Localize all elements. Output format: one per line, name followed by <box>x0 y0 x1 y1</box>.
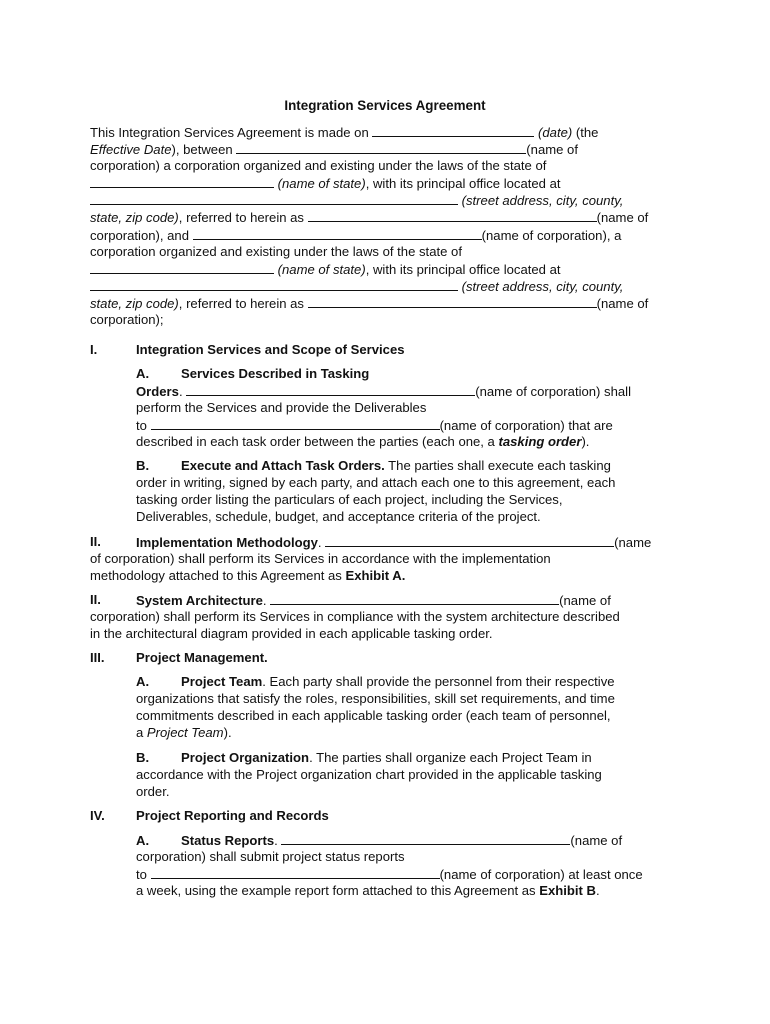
preamble-line-2: Effective Date), between (name of <box>90 142 578 157</box>
state-blank-2[interactable] <box>90 260 274 274</box>
section-3-number: II. <box>90 592 101 607</box>
section-4b-line-1: B. Project Organization. The parties shall organize each Project Team in <box>136 750 592 765</box>
document-title: Integration Services Agreement <box>284 98 486 113</box>
section-4a-line-3: commitments described in each applicable tasking order (each team of personnel, <box>136 708 611 723</box>
corporation-name-blank-6[interactable] <box>151 416 440 430</box>
section-1b-line-3: tasking order listing the particulars of each project, including the Services, <box>136 492 563 507</box>
section-2-line-2: of corporation) shall perform its Services in accordance with the implementation <box>90 551 551 566</box>
corporation-name-blank-1[interactable] <box>236 140 526 154</box>
section-4a-line-1: A. Project Team. Each party shall provide the personnel from their respective <box>136 674 615 689</box>
corporation-name-blank-8[interactable] <box>270 591 559 605</box>
preamble-line-7: corporation), and (name of corporation), a <box>90 228 622 243</box>
preamble-line-5: (street address, city, county, <box>90 191 623 209</box>
preamble-line-12: corporation); <box>90 312 164 327</box>
preamble-line-10: (street address, city, county, <box>90 277 623 295</box>
section-1a-title-line: A. Services Described in Tasking <box>136 366 370 381</box>
section-2-line-3: methodology attached to this Agreement as Exhibit A. <box>90 568 406 583</box>
section-4-number: III. <box>90 650 105 665</box>
corporation-name-blank-3[interactable] <box>193 226 482 240</box>
section-4a-line-4: a Project Team). <box>136 725 232 740</box>
corporation-name-blank-7[interactable] <box>325 533 614 547</box>
section-1a-line-3: to (name of corporation) that are <box>136 418 613 433</box>
preamble-line-8: corporation organized and existing under the laws of the state of <box>90 244 462 259</box>
address-blank-2[interactable] <box>90 277 458 291</box>
preamble-line-4: (name of state), with its principal office located at <box>90 174 561 192</box>
corporation-name-blank-2[interactable] <box>308 208 597 222</box>
section-4b-line-2: accordance with the Project organization chart provided in the applicable tasking <box>136 767 602 782</box>
section-1b-line-2: order in writing, signed by each party, and attach each one to this agreement, each <box>136 475 616 490</box>
section-3-line-3: in the architectural diagram provided in each applicable tasking order. <box>90 626 493 641</box>
section-1a-line-4: described in each task order between the parties (each one, a tasking order). <box>136 434 590 449</box>
section-5a-line-4: a week, using the example report form attached to this Agreement as Exhibit B. <box>136 883 600 898</box>
corporation-name-blank-5[interactable] <box>186 382 475 396</box>
address-blank-1[interactable] <box>90 191 458 205</box>
preamble-line-9: (name of state), with its principal office located at <box>90 260 561 278</box>
section-4-title: Project Management. <box>136 650 268 665</box>
corporation-name-blank-4[interactable] <box>308 294 597 308</box>
section-1b-line-4: Deliverables, schedule, budget, and acceptance criteria of the project. <box>136 509 541 524</box>
section-2-number: II. <box>90 534 101 549</box>
state-blank-1[interactable] <box>90 174 274 188</box>
section-5-number: IV. <box>90 808 105 823</box>
section-3-line-1: System Architecture. (name of <box>136 593 611 608</box>
section-4a-line-2: organizations that satisfy the roles, responsibilities, skill set requirements, and time <box>136 691 615 706</box>
corporation-name-blank-9[interactable] <box>281 831 570 845</box>
preamble-line-6: state, zip code), referred to herein as (name of <box>90 210 649 225</box>
section-5-title: Project Reporting and Records <box>136 808 329 823</box>
section-1-title: Integration Services and Scope of Services <box>136 342 405 357</box>
date-blank[interactable] <box>372 123 534 137</box>
section-5a-line-2: corporation) shall submit project status reports <box>136 849 405 864</box>
corporation-name-blank-10[interactable] <box>151 865 440 879</box>
section-2-line-1: Implementation Methodology. (name <box>136 535 652 550</box>
section-1a-line-1: Orders. (name of corporation) shall <box>136 384 631 399</box>
preamble-line-3: corporation) a corporation organized and existing under the laws of the state of <box>90 158 547 173</box>
section-5a-line-3: to (name of corporation) at least once <box>136 867 643 882</box>
preamble-line-11: state, zip code), referred to herein as (name of <box>90 296 649 311</box>
preamble-line-1: This Integration Services Agreement is made on (date) (the <box>90 125 599 140</box>
section-1b-line-1: B. Execute and Attach Task Orders. The parties shall execute each tasking <box>136 458 611 473</box>
section-5a-line-1: A. Status Reports. (name of <box>136 833 623 848</box>
section-1-number: I. <box>90 342 98 357</box>
section-3-line-2: corporation) shall perform its Services in compliance with the system architecture described <box>90 609 620 624</box>
section-4b-line-3: order. <box>136 784 170 799</box>
section-1a-line-2: perform the Services and provide the Deliverables <box>136 400 427 415</box>
